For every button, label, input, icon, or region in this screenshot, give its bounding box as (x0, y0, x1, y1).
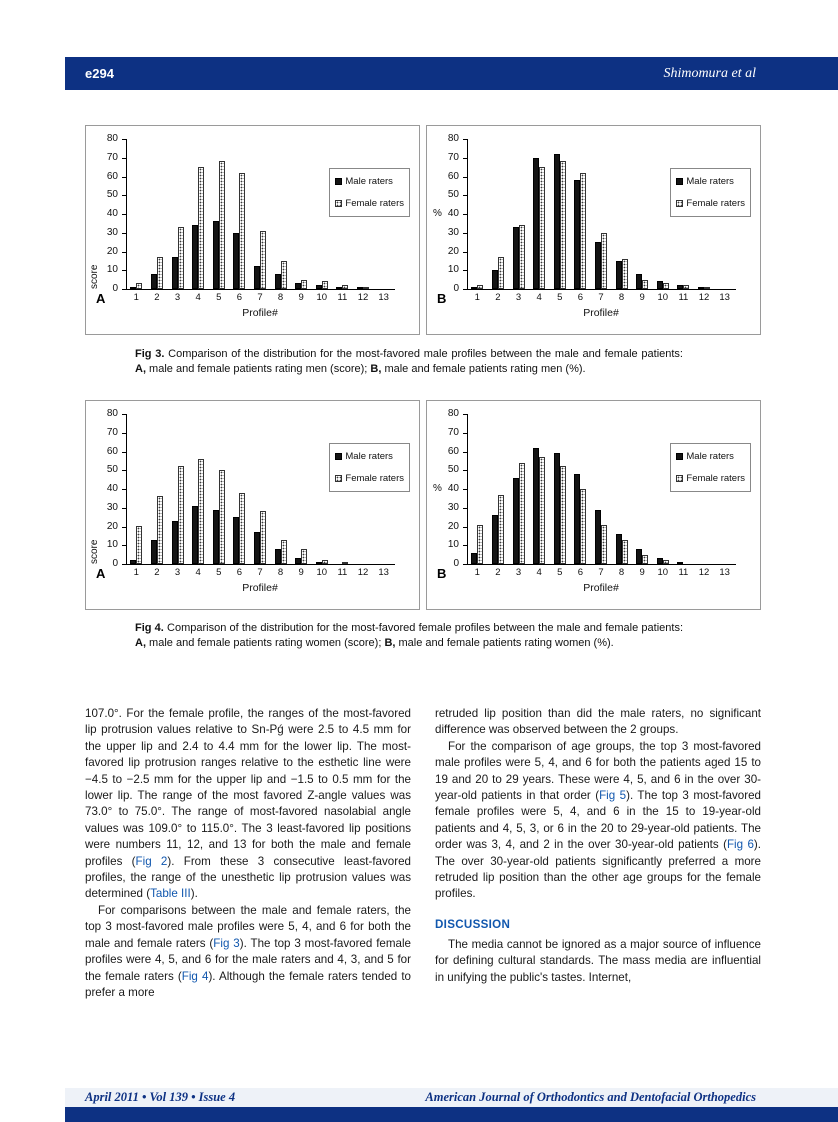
text-run: B, (384, 636, 396, 649)
cross-reference-link[interactable]: Fig 5 (599, 789, 627, 803)
body-paragraph (85, 706, 411, 903)
x-tick-label: 11 (678, 292, 689, 303)
y-tick-label: 10 (106, 264, 118, 276)
x-tick-label: 9 (298, 567, 304, 578)
page-header (65, 57, 838, 90)
legend-label: Female raters (686, 198, 745, 209)
legend-label: Male raters (686, 176, 734, 187)
y-tick-label: 20 (106, 245, 118, 257)
bar-group (611, 139, 632, 289)
body-paragraph (85, 903, 411, 1001)
bar-group (147, 414, 168, 564)
x-tick-label: 10 (316, 567, 328, 578)
footer-journal-name: American Journal of Orthodontics and Dentofacial Orthopedics (425, 1090, 756, 1104)
bar-female-raters (178, 227, 184, 289)
bar-group (591, 139, 612, 289)
bar-female-raters (136, 526, 142, 564)
x-tick-label: 7 (598, 567, 604, 578)
bar-group (147, 139, 168, 289)
x-tick-label: 8 (277, 567, 284, 578)
bar-group (250, 139, 271, 289)
text-run: For the comparison of age groups, the top 3 most-favored male profiles were 5, 4, and 6 for both the patients aged 15 to 19 and 20 to 29 years. These were 4, 5, and 6 in the over 30-year-old patients in that order ( (435, 739, 761, 803)
x-tick-label: 4 (195, 567, 201, 578)
y-tick-label: 40 (106, 483, 118, 494)
bar-female-raters (281, 540, 287, 564)
text-run: B, (370, 362, 382, 375)
x-tick-label: 13 (378, 292, 389, 303)
bar-female-raters (580, 173, 586, 289)
bar-group (570, 414, 591, 564)
bar-group (467, 414, 488, 564)
y-tick-label: 10 (106, 539, 118, 551)
x-tick-label: 2 (495, 567, 501, 578)
x-tick-label: 13 (719, 292, 730, 303)
legend-entry (335, 176, 404, 187)
x-tick-label: 10 (316, 292, 328, 303)
legend (670, 168, 751, 217)
legend-swatch (335, 453, 342, 460)
bar-group (488, 139, 509, 289)
bar-group (270, 139, 291, 289)
x-tick-label: 5 (216, 567, 222, 578)
bar-female-raters (157, 496, 163, 564)
panel-letter: A (96, 291, 106, 306)
bar-female-raters (301, 280, 307, 289)
y-axis-title: score (89, 264, 100, 289)
x-tick-label: 7 (257, 292, 263, 303)
bar-female-raters (219, 161, 225, 289)
bar-group (488, 414, 509, 564)
body-paragraph (435, 937, 761, 986)
text-run: 107.0°. For the female profile, the ranges of the most-favored lip protrusion values relative to Sn-Pǵ were 2.5 to 4.5 mm for the upper lip and 2.4 to 4.4 mm for the lower lip. The most-favored lip protrusion ranges relative to the esthetic line were −4.5 to −2.5 mm for the upper lip and −1.5 to 0.5 mm for the lower lip. The range of the most favored Z-angle values was 73.0° to 75.0°. The range of most-favored nasolabial angle values was 109.0° to 115.0°. The 3 least-favored lip positions were numbers 11, 12, and 13 for both the male and female profiles ( (85, 707, 411, 868)
bar-female-raters (239, 493, 245, 564)
legend-entry (676, 176, 745, 187)
y-tick-label: 30 (447, 501, 459, 513)
legend (329, 168, 410, 217)
y-tick-label: 0 (112, 283, 118, 294)
y-tick-label: 40 (447, 483, 459, 494)
text-run: Fig 3. (135, 348, 165, 360)
x-tick-label: 7 (257, 567, 263, 578)
x-tick-label: 12 (357, 567, 369, 578)
panel-letter: B (437, 291, 447, 306)
y-tick-label: 40 (447, 208, 459, 219)
y-tick-label: 60 (447, 170, 459, 182)
x-tick-label: 6 (236, 567, 242, 578)
x-tick-label: 12 (698, 567, 710, 578)
bar-female-raters (539, 457, 545, 564)
bar-group (549, 414, 570, 564)
legend-swatch (676, 178, 683, 185)
bar-group (291, 414, 312, 564)
text-run: male and female patients rating men (%). (381, 362, 586, 375)
bar-female-raters (342, 285, 348, 289)
bar-female-raters (498, 495, 504, 564)
y-tick-label: 20 (447, 520, 459, 532)
legend-entry (335, 451, 404, 462)
x-tick-label: 1 (133, 567, 139, 578)
chart-fig3b (426, 125, 761, 335)
text-run: The media cannot be ignored as a major source of influence for defining cultural standards. The mass media are influential in unifying the public's tastes. Internet, (435, 937, 761, 984)
x-tick-label: 9 (639, 567, 645, 578)
legend-swatch (676, 453, 683, 460)
text-run: ). From these 3 consecutive least-favored profiles, the range of the unesthetic lip protrusion values was determined ( (85, 854, 411, 901)
figure-3-charts (85, 125, 761, 335)
x-tick-label: 12 (698, 292, 710, 303)
bar-group (250, 414, 271, 564)
bar-group (467, 139, 488, 289)
cross-reference-link[interactable]: Fig 6 (726, 838, 754, 852)
cross-reference-link[interactable]: Fig 3 (213, 936, 240, 950)
legend-entry (676, 451, 745, 462)
x-tick-label: 13 (378, 567, 389, 578)
x-tick-label: 10 (657, 567, 669, 578)
x-tick-label: 2 (495, 292, 501, 303)
body-paragraph (435, 739, 761, 903)
x-tick-labels (126, 567, 394, 578)
x-tick-label: 11 (337, 292, 348, 303)
bar-group (208, 414, 229, 564)
running-head: Shimomura et al (663, 65, 756, 81)
bar-female-raters (539, 167, 545, 289)
x-tick-label: 1 (474, 567, 480, 578)
bar-group (167, 139, 188, 289)
y-tick-label: 50 (106, 189, 118, 201)
y-tick-label: 60 (447, 445, 459, 457)
x-axis-title: Profile# (242, 307, 278, 319)
legend (670, 443, 751, 492)
y-tick-label: 10 (447, 539, 459, 551)
bar-female-raters (363, 287, 369, 289)
footer-band (65, 1088, 838, 1107)
bar-female-raters (178, 466, 184, 564)
x-tick-label: 4 (536, 567, 542, 578)
legend-entry (676, 198, 745, 209)
x-axis-title: Profile# (583, 582, 619, 594)
bar-female-raters (519, 463, 525, 564)
y-tick-label: 50 (447, 189, 459, 201)
y-tick-label: 70 (447, 426, 459, 438)
bar-group (632, 414, 653, 564)
x-tick-label: 3 (515, 567, 522, 578)
text-run: ). The over 30-year-old patients significantly preferred a more retruded lip position than the other age groups for the female profiles. (435, 838, 761, 901)
bar-group (270, 414, 291, 564)
bar-female-raters (219, 470, 225, 564)
bar-female-raters (663, 560, 669, 564)
figure-3-caption (135, 347, 683, 376)
y-tick-label: 80 (447, 133, 459, 144)
text-run: Comparison of the distribution for the most-favored female profiles between the male and female patients: (163, 622, 683, 634)
body-paragraph (435, 706, 761, 739)
x-tick-label: 2 (154, 567, 160, 578)
bar-female-raters (642, 280, 648, 289)
y-tick-label: 70 (106, 151, 118, 163)
y-tick-label: 20 (447, 245, 459, 257)
figure-4-charts (85, 400, 761, 610)
bar-male-raters (677, 562, 683, 564)
page-number: e294 (85, 66, 114, 81)
legend-entry (676, 473, 745, 484)
y-tick-label: 0 (453, 283, 459, 294)
bar-female-raters (157, 257, 163, 289)
x-tick-label: 8 (277, 292, 284, 303)
bar-female-raters (622, 259, 628, 289)
x-tick-label: 3 (174, 567, 181, 578)
bar-female-raters (601, 233, 607, 289)
legend-swatch (335, 475, 342, 482)
x-tick-label: 10 (657, 292, 669, 303)
y-axis-title: % (433, 483, 442, 494)
y-tick-label: 60 (106, 445, 118, 457)
bar-group (188, 139, 209, 289)
x-tick-labels (467, 567, 735, 578)
bar-female-raters (301, 549, 307, 564)
bar-group (632, 139, 653, 289)
panel-letter: B (437, 566, 447, 581)
bar-female-raters (580, 489, 586, 564)
text-run: ). The top 3 most-favored female profiles were 4, 5, and 6 for the male raters and 4, 3, and 5 for the female raters ( (85, 936, 411, 983)
y-tick-label: 30 (447, 226, 459, 238)
bar-group (529, 414, 550, 564)
bar-group (126, 414, 147, 564)
text-run: Fig 4. (135, 622, 164, 634)
x-tick-label: 9 (298, 292, 304, 303)
bar-female-raters (260, 511, 266, 564)
x-tick-label: 6 (577, 567, 583, 578)
bar-female-raters (622, 540, 628, 564)
legend-swatch (335, 178, 342, 185)
bar-group (508, 414, 529, 564)
bar-female-raters (239, 173, 245, 289)
x-tick-label: 1 (133, 292, 139, 303)
text-run: ). (190, 887, 198, 901)
bar-female-raters (281, 261, 287, 289)
cross-reference-link[interactable]: Fig 2 (135, 854, 168, 868)
y-tick-label: 20 (106, 520, 118, 532)
bar-female-raters (322, 560, 328, 564)
legend-label: Female raters (686, 473, 745, 484)
footer-bar (65, 1107, 838, 1122)
y-tick-label: 80 (106, 133, 118, 144)
y-tick-label: 70 (447, 151, 459, 163)
bar-group (508, 139, 529, 289)
bar-group (611, 414, 632, 564)
y-tick-label: 30 (106, 226, 118, 238)
panel-letter: A (96, 566, 106, 581)
text-run: male and female patients rating men (score); (146, 362, 371, 375)
text-run: For comparisons between the male and female raters, the top 3 most-favored male profiles were 5, 4, and 6 for both the male and female raters ( (85, 903, 411, 950)
right-column (435, 706, 761, 986)
y-tick-label: 30 (106, 501, 118, 513)
x-tick-label: 5 (557, 292, 563, 303)
text-run: A, (135, 362, 146, 375)
x-tick-label: 11 (337, 567, 348, 578)
x-tick-label: 12 (357, 292, 369, 303)
legend-swatch (335, 200, 342, 207)
bar-group (167, 414, 188, 564)
x-tick-label: 6 (236, 292, 242, 303)
legend-swatch (676, 200, 683, 207)
text-run: Comparison of the distribution for the most-favored male profiles between the male and female patients: (164, 348, 683, 360)
x-tick-label: 1 (474, 292, 480, 303)
cross-reference-link[interactable]: Table III (150, 887, 191, 901)
bar-female-raters (198, 167, 204, 289)
bar-group (529, 139, 550, 289)
y-axis-title: % (433, 208, 442, 219)
bar-female-raters (198, 459, 204, 564)
legend-label: Female raters (345, 473, 404, 484)
bar-female-raters (601, 525, 607, 564)
chart-fig4b (426, 400, 761, 610)
text-run: retruded lip position than did the male raters, no significant difference was observed between the 2 groups. (435, 707, 761, 737)
y-tick-label: 0 (112, 558, 118, 569)
x-tick-label: 5 (216, 292, 222, 303)
bar-female-raters (477, 525, 483, 564)
bar-group (591, 414, 612, 564)
x-tick-label: 3 (174, 292, 181, 303)
bar-group (229, 139, 250, 289)
bar-group (208, 139, 229, 289)
bar-female-raters (498, 257, 504, 289)
x-tick-label: 8 (618, 292, 625, 303)
text-run: male and female patients rating women (score); (146, 636, 385, 649)
legend-label: Male raters (345, 451, 393, 462)
bar-group (549, 139, 570, 289)
text-run: ). The top 3 most-favored female profiles were 5, 4, and 6 in the 15 to 19-year-old patients and 4, 5, 3, or 6 in the 20 to 29-year-old patients. The order was 3, 4, and 2 in the over 30-year-old patients ( (435, 789, 761, 852)
y-tick-label: 80 (447, 408, 459, 419)
y-tick-label: 60 (106, 170, 118, 182)
bar-female-raters (477, 285, 483, 289)
y-tick-label: 50 (106, 464, 118, 476)
x-tick-label: 6 (577, 292, 583, 303)
cross-reference-link[interactable]: Fig 4 (181, 969, 209, 983)
bar-female-raters (663, 283, 669, 289)
y-axis-title: score (89, 539, 100, 564)
y-tick-label: 80 (106, 408, 118, 419)
bar-group (291, 139, 312, 289)
x-tick-label: 9 (639, 292, 645, 303)
legend-label: Male raters (345, 176, 393, 187)
bar-group (126, 139, 147, 289)
x-tick-label: 11 (678, 567, 689, 578)
y-tick-label: 10 (447, 264, 459, 276)
legend-swatch (676, 475, 683, 482)
bar-female-raters (560, 466, 566, 564)
bar-female-raters (642, 555, 648, 564)
legend-label: Female raters (345, 198, 404, 209)
footer-issue-info: April 2011 • Vol 139 • Issue 4 (85, 1090, 236, 1104)
bar-group (229, 414, 250, 564)
legend-entry (335, 473, 404, 484)
bar-female-raters (260, 231, 266, 289)
bar-female-raters (322, 281, 328, 289)
legend-label: Male raters (686, 451, 734, 462)
x-tick-label: 2 (154, 292, 160, 303)
x-axis-title: Profile# (242, 582, 278, 594)
left-column (85, 706, 411, 1001)
bar-female-raters (704, 287, 710, 289)
bar-female-raters (519, 225, 525, 289)
section-heading: DISCUSSION (435, 917, 511, 931)
y-tick-label: 50 (447, 464, 459, 476)
bar-female-raters (342, 562, 348, 564)
bar-female-raters (560, 161, 566, 289)
bar-female-raters (683, 285, 689, 289)
bar-group (188, 414, 209, 564)
legend (329, 443, 410, 492)
legend-entry (335, 198, 404, 209)
x-tick-label: 7 (598, 292, 604, 303)
text-run: A, (135, 636, 146, 649)
x-tick-label: 4 (536, 292, 542, 303)
figure-4-caption (135, 621, 683, 650)
chart-fig3a (85, 125, 420, 335)
x-tick-label: 3 (515, 292, 522, 303)
bar-group (570, 139, 591, 289)
text-run: male and female patients rating women (%). (395, 636, 614, 649)
x-tick-labels (126, 292, 394, 303)
y-tick-label: 0 (453, 558, 459, 569)
x-tick-label: 5 (557, 567, 563, 578)
x-tick-label: 13 (719, 567, 730, 578)
y-tick-label: 70 (106, 426, 118, 438)
bar-female-raters (136, 283, 142, 289)
y-tick-label: 40 (106, 208, 118, 219)
chart-fig4a (85, 400, 420, 610)
x-tick-labels (467, 292, 735, 303)
x-tick-label: 8 (618, 567, 625, 578)
x-axis-title: Profile# (583, 307, 619, 319)
x-tick-label: 4 (195, 292, 201, 303)
text-run: ). Although the female raters tended to prefer a more (85, 969, 412, 999)
